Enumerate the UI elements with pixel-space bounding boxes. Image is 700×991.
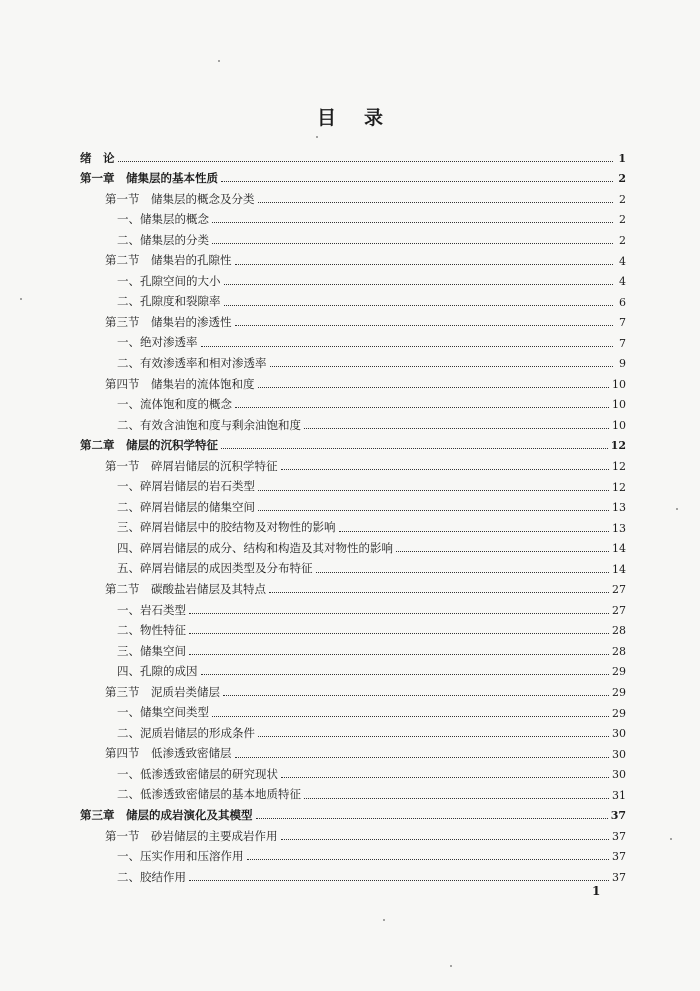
dot-leader <box>258 510 609 511</box>
toc-entry-label: 一、碎屑岩储层的岩石类型 <box>117 479 255 494</box>
toc-entry-page: 30 <box>612 768 626 782</box>
dot-leader <box>212 243 613 244</box>
toc-entry-page: 37 <box>610 809 626 823</box>
toc-entry-page: 28 <box>612 644 626 658</box>
toc-entry-label: 二、胶结作用 <box>117 869 186 884</box>
toc-entry <box>80 436 626 457</box>
toc-entry-page: 30 <box>612 727 626 741</box>
toc-entry <box>80 662 626 683</box>
toc-entry-page: 1 <box>618 151 626 165</box>
dot-leader <box>212 716 609 717</box>
dot-leader <box>201 346 614 347</box>
scan-speck <box>670 838 672 840</box>
toc-entry-label: 第四节 低渗透致密储层 <box>105 746 232 761</box>
toc-entry-label: 二、有效含油饱和度与剩余油饱和度 <box>117 417 301 432</box>
toc-entry-page: 29 <box>612 685 626 699</box>
toc-entry-page: 37 <box>612 829 626 843</box>
toc-entry-label: 第一节 碎屑岩储层的沉积学特征 <box>105 458 278 473</box>
toc-entry-page: 4 <box>619 254 626 268</box>
toc-entry <box>80 682 626 703</box>
dot-leader <box>258 490 609 491</box>
toc-entry <box>80 867 626 888</box>
scan-speck <box>20 298 22 300</box>
toc-entry <box>80 271 626 292</box>
toc-entry <box>80 847 626 868</box>
toc-entry <box>80 148 626 169</box>
toc-entry-page: 2 <box>619 213 626 227</box>
toc-entry-page: 13 <box>612 521 626 535</box>
dot-leader <box>281 777 609 778</box>
toc-entry-label: 五、碎屑岩储层的成因类型及分布特征 <box>117 561 313 576</box>
table-of-contents <box>80 148 626 888</box>
toc-entry-page: 12 <box>610 439 626 453</box>
toc-entry-label: 一、储集空间类型 <box>117 705 209 720</box>
title-char-left: 目 <box>316 107 336 129</box>
toc-entry-label: 三、碎屑岩储层中的胶结物及对物性的影响 <box>117 520 336 535</box>
toc-entry-label: 第三章 储层的成岩演化及其模型 <box>80 808 253 823</box>
toc-entry-page: 10 <box>612 418 626 432</box>
toc-entry-page: 37 <box>612 870 626 884</box>
toc-entry <box>80 538 626 559</box>
toc-entry <box>80 169 626 190</box>
toc-entry-page: 10 <box>612 398 626 412</box>
toc-entry-page: 7 <box>619 316 626 330</box>
toc-entry <box>80 353 626 374</box>
toc-entry-label: 二、物性特征 <box>117 623 186 638</box>
toc-entry-label: 第一节 砂岩储层的主要成岩作用 <box>105 828 278 843</box>
toc-entry-page: 12 <box>612 480 626 494</box>
toc-entry-label: 四、碎屑岩储层的成分、结构和构造及其对物性的影响 <box>117 540 393 555</box>
toc-entry-page: 2 <box>618 172 626 186</box>
toc-entry <box>80 518 626 539</box>
toc-entry-page: 4 <box>619 275 626 289</box>
toc-entry-label: 二、泥质岩储层的形成条件 <box>117 725 255 740</box>
dot-leader <box>189 654 609 655</box>
toc-entry <box>80 415 626 436</box>
dot-leader <box>304 428 609 429</box>
toc-entry-label: 第一章 储集层的基本性质 <box>80 171 218 186</box>
toc-entry <box>80 333 626 354</box>
toc-entry-page: 10 <box>612 377 626 391</box>
dot-leader <box>224 305 614 306</box>
toc-entry <box>80 703 626 724</box>
dot-leader <box>221 181 613 182</box>
toc-entry <box>80 210 626 231</box>
toc-entry-label: 三、储集空间 <box>117 643 186 658</box>
toc-entry-label: 四、孔隙的成因 <box>117 664 198 679</box>
dot-leader <box>189 633 609 634</box>
toc-entry <box>80 723 626 744</box>
toc-entry-label: 二、有效渗透率和相对渗透率 <box>117 355 267 370</box>
toc-entry-label: 第四节 储集岩的流体饱和度 <box>105 376 255 391</box>
toc-entry-label: 二、低渗透致密储层的基本地质特征 <box>117 787 301 802</box>
scan-speck <box>676 508 678 510</box>
toc-entry-label: 绪 论 <box>80 150 115 165</box>
scan-speck <box>450 965 452 967</box>
toc-entry <box>80 621 626 642</box>
dot-leader <box>270 366 614 367</box>
dot-leader <box>118 161 614 162</box>
toc-entry <box>80 785 626 806</box>
toc-entry-label: 第二节 碳酸盐岩储层及其特点 <box>105 582 266 596</box>
dot-leader <box>189 880 609 881</box>
title-char-right: 录 <box>364 107 384 129</box>
dot-leader <box>304 798 609 799</box>
toc-entry <box>80 764 626 785</box>
scan-speck <box>316 136 318 138</box>
dot-leader <box>223 695 609 696</box>
toc-entry-label: 一、流体饱和度的概念 <box>117 397 232 412</box>
toc-entry-page: 30 <box>612 747 626 761</box>
dot-leader <box>189 613 609 614</box>
dot-leader <box>201 674 610 675</box>
toc-entry <box>80 744 626 765</box>
toc-entry <box>80 292 626 313</box>
toc-entry-label: 第一节 储集层的概念及分类 <box>105 191 255 206</box>
toc-entry-label: 一、岩石类型 <box>117 602 186 617</box>
toc-entry <box>80 230 626 251</box>
dot-leader <box>281 469 610 470</box>
toc-entry-page: 27 <box>612 583 626 597</box>
toc-entry-label: 二、储集层的分类 <box>117 232 209 247</box>
dot-leader <box>235 757 610 758</box>
toc-entry-label: 一、低渗透致密储层的研究现状 <box>117 766 278 781</box>
toc-entry-label: 二、孔隙度和裂隙率 <box>117 294 221 309</box>
dot-leader <box>269 592 609 593</box>
toc-entry <box>80 806 626 827</box>
dot-leader <box>396 551 609 552</box>
dot-leader <box>258 736 609 737</box>
dot-leader <box>258 387 610 388</box>
toc-entry-label: 一、绝对渗透率 <box>117 335 198 350</box>
dot-leader <box>256 818 608 819</box>
toc-entry-label: 一、储集层的概念 <box>117 212 209 227</box>
toc-entry-page: 2 <box>619 233 626 247</box>
toc-entry-page: 13 <box>612 501 626 515</box>
dot-leader <box>258 202 614 203</box>
dot-leader <box>224 284 614 285</box>
toc-entry-label: 第二节 储集岩的孔隙性 <box>105 253 232 268</box>
scan-speck <box>218 60 220 62</box>
dot-leader <box>339 531 610 532</box>
scan-speck <box>383 919 385 921</box>
toc-entry-page: 14 <box>612 562 626 576</box>
toc-entry-page: 14 <box>612 542 626 556</box>
toc-entry-page: 28 <box>612 624 626 638</box>
toc-entry-label: 第三节 储集岩的渗透性 <box>105 314 232 329</box>
toc-entry <box>80 559 626 580</box>
toc-entry-page: 27 <box>612 603 626 617</box>
page-number: 1 <box>592 884 601 898</box>
dot-leader <box>316 572 610 573</box>
dot-leader <box>235 325 614 326</box>
dot-leader <box>281 839 610 840</box>
dot-leader <box>247 859 610 860</box>
dot-leader <box>235 407 609 408</box>
toc-entry <box>80 826 626 847</box>
toc-entry <box>80 312 626 333</box>
toc-entry <box>80 641 626 662</box>
toc-entry <box>80 497 626 518</box>
toc-entry-label: 一、孔隙空间的大小 <box>117 273 221 288</box>
toc-entry <box>80 189 626 210</box>
toc-entry-label: 第三节 泥质岩类储层 <box>105 684 220 699</box>
toc-entry-label: 第二章 储层的沉积学特征 <box>80 438 218 453</box>
toc-entry <box>80 395 626 416</box>
toc-entry-page: 37 <box>612 850 626 864</box>
dot-leader <box>235 264 614 265</box>
toc-entry <box>80 456 626 477</box>
toc-entry <box>80 374 626 395</box>
toc-entry-page: 2 <box>619 192 626 206</box>
dot-leader <box>221 448 608 449</box>
toc-entry <box>80 477 626 498</box>
toc-entry-page: 31 <box>612 788 626 802</box>
toc-entry <box>80 600 626 621</box>
toc-entry <box>80 251 626 272</box>
toc-entry-label: 二、碎屑岩储层的储集空间 <box>117 499 255 514</box>
toc-entry <box>80 579 626 600</box>
dot-leader <box>212 222 613 223</box>
toc-entry-page: 29 <box>612 706 626 720</box>
toc-entry-label: 一、压实作用和压溶作用 <box>117 849 244 864</box>
toc-entry-page: 9 <box>619 357 626 371</box>
toc-entry-page: 7 <box>619 336 626 350</box>
toc-entry-page: 12 <box>612 459 626 473</box>
toc-entry-page: 6 <box>619 295 626 309</box>
page-title <box>0 103 700 130</box>
toc-entry-page: 29 <box>612 665 626 679</box>
